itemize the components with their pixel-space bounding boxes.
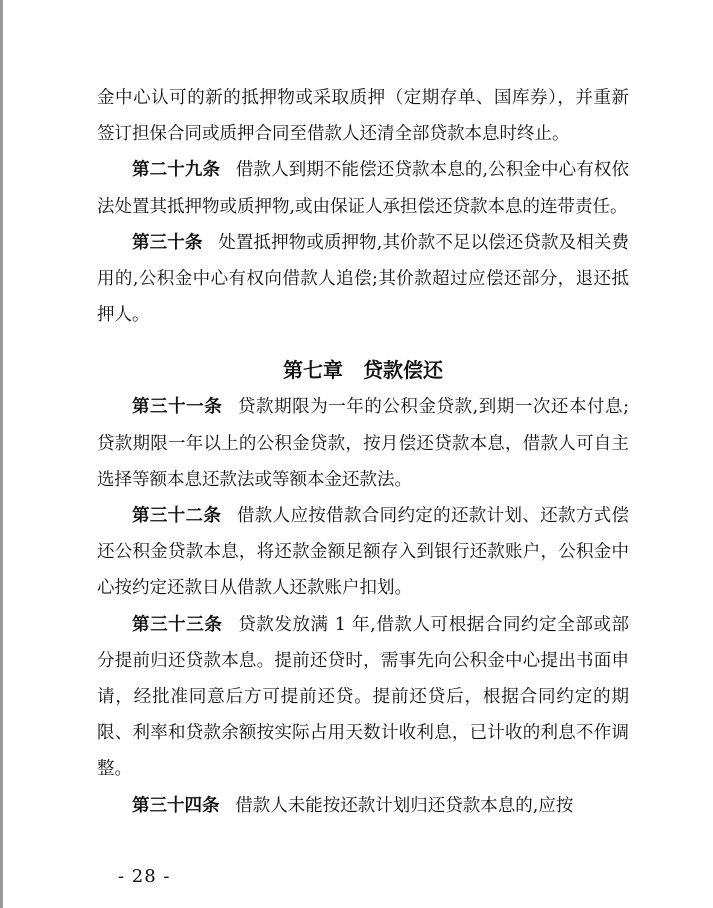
article-34 <box>97 788 629 824</box>
chapter-title: 贷款偿还 <box>363 358 443 383</box>
article-text: 借款人未能按还款计划归还贷款本息的,应按 <box>235 795 574 816</box>
page-number: - 28 - <box>118 866 171 887</box>
article-text: 贷款发放满 1 年,借款人可根据合同约定全部或部分提前归还贷款本息。提前还贷时，需事先向公积金中心提出书面申请，经批准同意后方可提前还贷。提前还贷后，根据合同约定的期限、利率和贷款余额按实际占用天数计收利息，已计收的利息不作调整。 <box>97 614 629 780</box>
article-32 <box>97 498 629 607</box>
article-label: 第三十一条 <box>132 397 223 418</box>
document-body <box>97 80 629 824</box>
article-text: 借款人应按借款合同约定的还款计划、还款方式偿还公积金贷款本息，将还款金额足额存入到银行还款账户，公积金中心按约定还款日从借款人还款账户扣划。 <box>97 506 630 599</box>
paragraph-continuation <box>97 80 629 152</box>
article-31 <box>97 389 629 498</box>
article-30 <box>97 225 629 334</box>
page-edge <box>0 0 3 908</box>
article-text: 贷款期限为一年的公积金贷款,到期一次还本付息;贷款期限一年以上的公积金贷款，按月偿还贷款本息，借款人可自主选择等额本息还款法或等额本金还款法。 <box>97 397 630 490</box>
chapter-heading <box>97 351 629 389</box>
article-label: 第三十三条 <box>132 614 223 635</box>
article-label: 第三十二条 <box>132 506 222 527</box>
article-label: 第三十四条 <box>132 795 220 816</box>
article-text: 借款人到期不能偿还贷款本息的,公积金中心有权依法处置其抵押物或质押物,或由保证人承担偿还贷款本息的连带责任。 <box>97 160 630 217</box>
article-text: 处置抵押物或质押物,其价款不足以偿还贷款及相关费用的,公积金中心有权向借款人追偿;其价款超过应偿还部分，退还抵押人。 <box>97 232 630 326</box>
article-33 <box>97 607 629 788</box>
chapter-number: 第七章 <box>283 358 343 383</box>
article-29 <box>97 152 629 224</box>
article-label: 第二十九条 <box>132 160 221 181</box>
paragraph-text: 金中心认可的新的抵押物或采取质押（定期存单、国库券），并重新签订担保合同或质押合同至借款人还清全部贷款本息时终止。 <box>97 88 629 145</box>
article-label: 第三十条 <box>132 232 203 253</box>
